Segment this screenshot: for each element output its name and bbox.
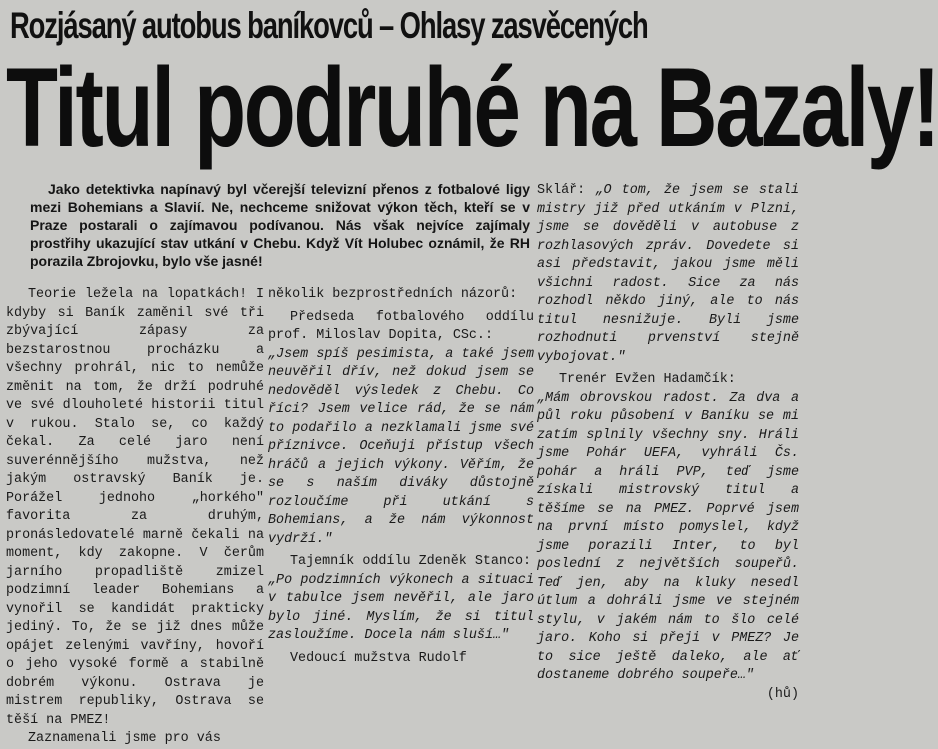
main-headline: Titul podruhé na Bazaly!: [6, 45, 938, 170]
dopita-intro: Předseda fotbalového oddílu prof. Miloslav Dopita, CSc.:: [268, 309, 534, 343]
hadamcik-intro: Trenér Evžen Hadamčík:: [559, 372, 736, 387]
dopita-quote: „Jsem spíš pesimista, a také jsem neuvěřil dřív, než dokud jsem se nedověděl výsledek z Chebu. Co říci? Jsem velice rád, že se nám to podařilo a nezklamali jsme své příznivce. Oceňuji přístup všech hráčů a jejich výkony. Věřím, že se s naším diváky důstojně rozloučíme při utkání s Bohemians, a že nám výkonnost vydrží.": [268, 346, 534, 547]
lede-paragraph: [30, 180, 530, 270]
stanco-intro: Tajemník oddílu Zdeněk Stanco:: [290, 554, 532, 569]
col2-end: Vedoucí mužstva Rudolf: [290, 650, 467, 666]
col1-paragraph: Teorie ležela na lopatkách! I kdyby si Baník zaměnil své tři zbývající zápasy za bezstarostnou procházku a všechny prohrál, nic to nemůže změnit na tom, že drží podruhé ve své dlouholeté historii titul v rukou. Stalo se, co každý čekal. Za celé jaro není suverénnějšího mužstva, než jakým ostravský Baník je. Porážel jednoho „horkého" favorita za druhým, pronásledovatelé marně čekali na moment, kdy zakopne. V čerům jarního propadliště zmizel podzimní leader Bohemians a vynořil se kandidát prakticky jediný. To, že se již dnes může opájet zelenými vavříny, hovoří o jeho vysoké formě a stabilně dobrém výkonu. Ostrava je mistrem republiky, Ostrava se těší na PMEZ!: [6, 287, 264, 728]
sklar-intro: Sklář:: [537, 183, 586, 198]
stanco-quote: „Po podzimních výkonech a situaci v tabulce jsem nevěřil, ale jaro bylo jiné. Myslím, že si titul zasloužíme. Docela nám sluší…": [268, 572, 534, 643]
author-signature: (hů): [766, 686, 799, 702]
column-1: [6, 286, 264, 749]
column-2: [268, 286, 534, 668]
kicker-headline: Rozjásaný autobus baníkovců – Ohlasy zasvěcených: [10, 5, 648, 46]
column-3: [537, 182, 799, 704]
lede-text: Jako detektivka napínavý byl včerejší televizní přenos z fotbalové ligy mezi Bohemians a Slavií. Ne, nechceme snižovat výkon těch, kteří se v Praze postarali o zajímavou podívanou. Nás však nejvíce zajímaly prostřihy ukazující stav utkání v Chebu. Když Vít Holubec oznámil, že RH porazila Zbrojovku, bylo vše jasné!: [30, 181, 530, 269]
sklar-quote: „O tom, že jsem se stali mistry již před utkáním v Plzni, jsme se dověděli v autobuse z rozhlasových zpráv. Dovedete si asi představit, jakou jsme měli všichni radost. Sice za nás rozhodl někdo jiný, ale to nás titul nesnižuje. Byli jsme rozhodnuti prvenství stejně vybojovat.": [537, 183, 799, 365]
col1-tail: Zaznamenali jsme pro vás: [28, 731, 221, 746]
hadamcik-quote: „Mám obrovskou radost. Za dva a půl roku působení v Baníku se mi zatím splnily všechny sny. Hráli jsme Pohár UEFA, vyhráli Čs. pohár a hráli PVP, teď jsme získali mistrovský titul a těšíme se na PMEZ. Poprvé jsem na první místo pomyslel, když jsme porazili Inter, to byl poslední z největších soupeřů. Teď jen, aby na kluky nesedl útlum a dohráli jsme ve stejném stylu, v jakém nám to šlo celé jaro. Koho si přeji v PMEZ? Je to sice ještě daleko, ale ať dostaneme dobrého soupeře…": [537, 390, 799, 683]
col2-intro: několik bezprostředních názorů:: [268, 287, 518, 302]
